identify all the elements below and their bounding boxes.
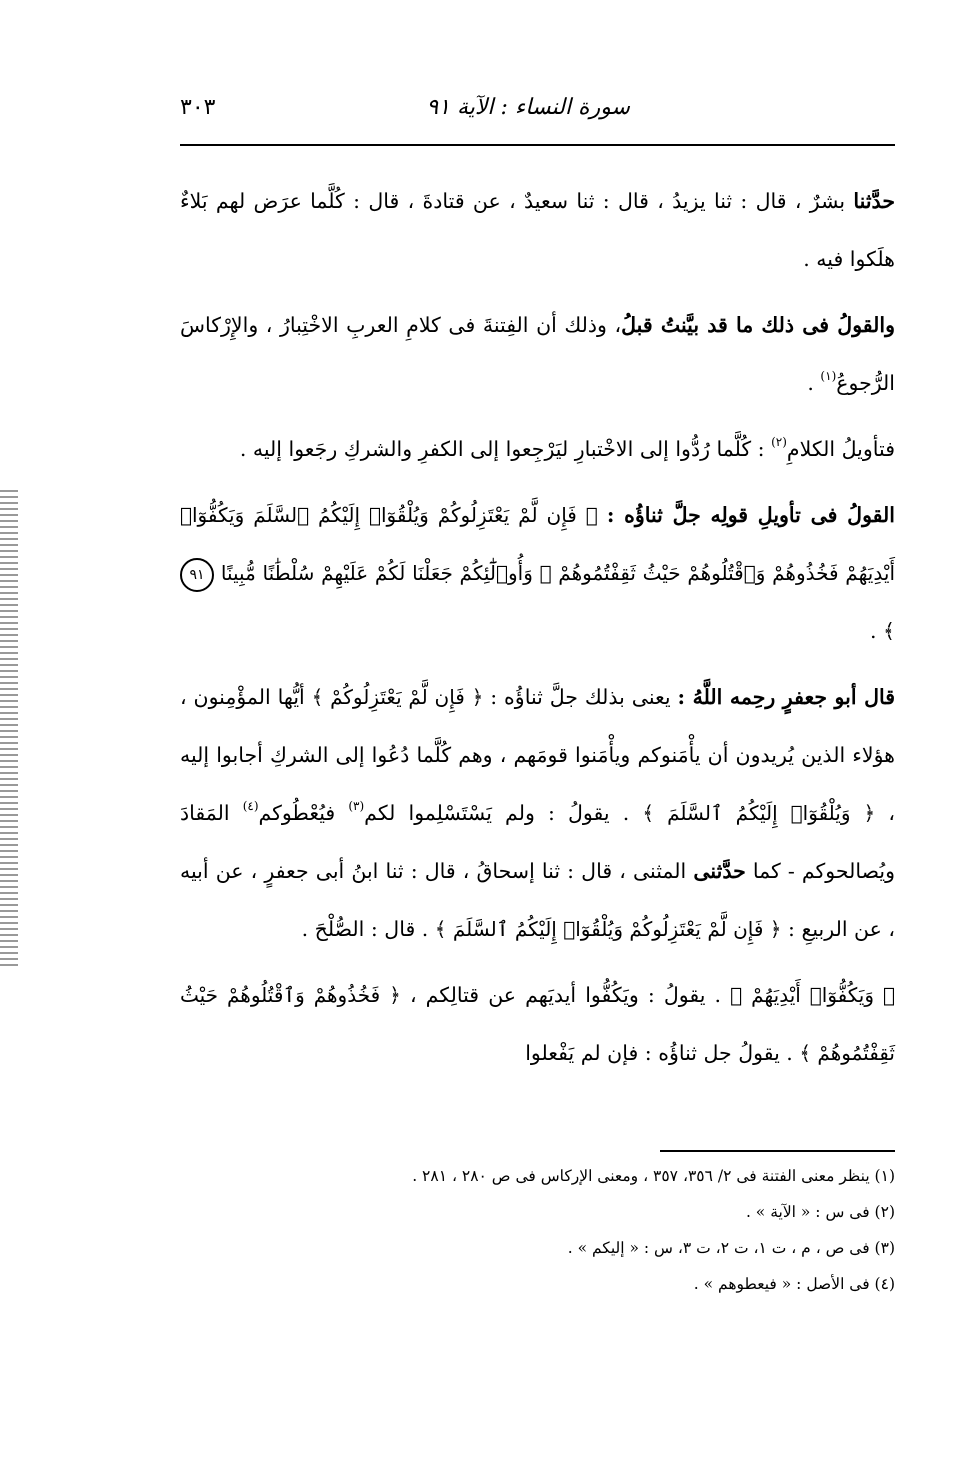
paragraph-text: . يقولُ : ولم يَسْتَسْلِموا لكم [364, 801, 643, 825]
paragraph-text: فيُعْطُوكم [258, 801, 349, 825]
footnote-ref-4[interactable]: (٤) [242, 799, 259, 813]
footnote-2: (٢) فى س : « الآية » . [745, 1203, 895, 1221]
paragraph-text: : كُلَّما رُدُّوا إلى الاخْتبارِ ليَرْجِعوا إلى الكفرِ والشركِ رجَعوا إليه . [239, 437, 772, 461]
footnote-4: (٤) فى الأصل : « فيعطوهم » . [693, 1275, 895, 1293]
main-text [180, 172, 895, 1090]
paragraph-end: . [807, 371, 821, 395]
paragraph-5 [180, 668, 895, 958]
paragraph-2 [180, 296, 895, 412]
surah-title: سورة النساء : الآية ٩١ [426, 95, 630, 120]
paragraph-text: ، وذلك أن الفِتنةَ فى كلامِ العربِ الاخْتِبارُ ، والإِرْكاسَ الرُّجوعُ [180, 313, 895, 395]
page-number: ٣٠٣ [180, 95, 216, 120]
paragraph-text: المثنى ، قال : ثنا إسحاقُ ، قال : ثنا ابنُ أبى جعفرٍ ، عن أبيه ، عن الربيعِ : [180, 859, 895, 941]
scan-margin-artifact [0, 490, 18, 970]
paragraph-1 [180, 172, 895, 288]
quran-quote: ﴿ وَيُلْقُوٓا۟ إِلَيْكُمُ ٱلسَّلَمَ ﴾ [642, 801, 876, 825]
paragraph-text: أيُّها المؤْمِنون ، هؤلاء الذين يُريدون أن يأْمَنوكم ويأْمَنوا قومَهم ، وهم كُلَّما دُعُوا إلى الشركِ أجابوا إليه ، [180, 685, 895, 825]
footnote-1: (١) ينظر معنى الفتنة فى ٢/ ٣٥٦، ٣٥٧ ، ومعنى الإركاس فى ص ٢٨٠ ، ٢٨١ . [412, 1167, 895, 1185]
paragraph-text: . يقولُ جل ثناؤُه : فإن لم يَفْعلوا [525, 1041, 800, 1065]
paragraph-4 [180, 486, 895, 660]
quran-quote: ﴿ فَإِن لَّمْ يَعْتَزِلُوكُمْ ﴾ [311, 685, 484, 709]
section-heading: القولُ فى تأويلِ قولِه جلَّ ثناؤُه : [606, 503, 895, 527]
footnote-3: (٣) فى ص ، م ، ت ١، ت ٢، ت ٣، س : « إليكم » . [567, 1239, 895, 1257]
section-heading: قال أبو جعفرٍ رحِمه اللَّهُ : [677, 685, 896, 709]
quran-quote: ﴿ فَإِن لَّمْ يَعْتَزِلُوكُمْ وَيُلْقُوٓا۟ إِلَيْكُمُ ٱلسَّلَمَ ﴾ [434, 917, 782, 941]
footnote-ref-3[interactable]: (٣) [348, 799, 365, 813]
paragraph-3 [180, 420, 895, 478]
paragraph-text: فتأويلُ الكلامِ [786, 437, 895, 461]
footnotes [180, 1158, 895, 1302]
footnote-rule [660, 1150, 895, 1152]
quran-verse: ﴿ فَإِن لَّمْ يَعْتَزِلُوكُمْ وَيُلْقُوٓا۟ إِلَيْكُمُ ٱلسَّلَمَ وَيَكُفُّوٓا۟ أَيْدِيَهُمْ فَخُذُوهُمْ وَٱقْتُلُوهُمْ حَيْثُ ثَقِفْتُمُوهُمْ ۚ وَأُو۟لَٰٓئِكُمْ جَعَلْنَا لَكُمْ عَلَيْهِمْ سُلْطَٰنًا مُّبِينًا [180, 503, 895, 585]
paragraph-text: . يقولُ : ويَكُفُّوا أيديَهم عن قتالِكم ، [400, 983, 731, 1007]
paragraph-end: ﴾ . [869, 619, 895, 643]
ayah-number-marker: ٩١ [180, 558, 214, 592]
isnad-word: حدَّثنا [853, 189, 895, 213]
paragraph-text: المَقادَ ويُصالحوكم - كما [180, 801, 895, 883]
header-rule [180, 144, 895, 146]
quran-quote: ﴿ وَيَكُفُّوٓا۟ أَيْدِيَهُمْ ﴾ [730, 983, 895, 1007]
footnote-ref-2[interactable]: (٢) [771, 435, 787, 449]
page-header [180, 95, 895, 135]
footnote-ref-1[interactable]: (١) [820, 369, 837, 383]
isnad-word: حدَّثنى [693, 859, 746, 883]
paragraph-text: يعنى بذلك جلَّ ثناؤُه : [483, 685, 678, 709]
paragraph-text: . قال : الصُّلْحَ . [301, 917, 435, 941]
section-heading: والقولُ فى ذلك ما قد بيَّنتُ قبلُ [621, 313, 895, 337]
quran-quote: ﴿ فَخُذُوهُمْ وَٱقْتُلُوهُمْ حَيْثُ ثَقِفْتُمُوهُمْ ﴾ [180, 983, 895, 1065]
paragraph-6 [180, 966, 895, 1082]
paragraph-text: بشرٌ ، قال : ثنا يزيدُ ، قال : ثنا سعيدٌ ، عن قتادةَ ، قال : كُلَّما عرَض لهم بَلاءٌ هلَكوا فيه . [180, 189, 895, 271]
